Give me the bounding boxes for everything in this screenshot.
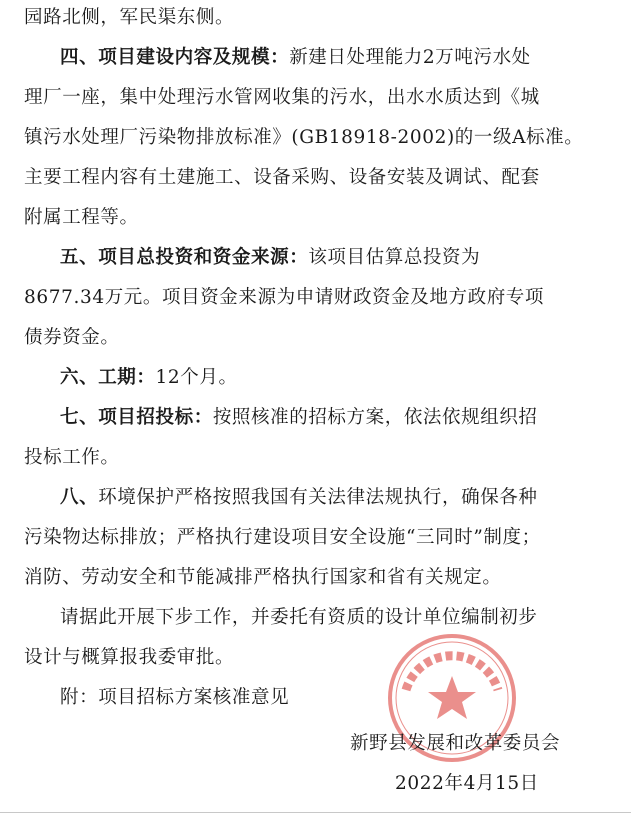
paragraph-bidding-first-line bbox=[60, 406, 614, 430]
text-fragment: 按照核准的招标方案，依法依规组织招 bbox=[212, 407, 538, 428]
text-line: 请据此开展下步工作，并委托有资质的设计单位编制初步 bbox=[60, 607, 538, 628]
text-line: 投标工作。 bbox=[24, 447, 120, 468]
text-line: 主要工程内容有土建施工、设备采购、设备安装及调试、配套 bbox=[24, 167, 540, 188]
heading-environment: 八、 bbox=[60, 487, 99, 508]
text-line: 设计与概算报我委审批。 bbox=[24, 647, 235, 668]
text-line: 消防、劳动安全和节能减排严格执行国家和省有关规定。 bbox=[24, 567, 502, 588]
text-fragment: 12个月。 bbox=[155, 367, 238, 388]
text-line: 8677.34万元。项目资金来源为申请财政资金及地方政府专项 bbox=[24, 287, 545, 308]
text-line: 园路北侧，军民渠东侧。 bbox=[24, 7, 235, 28]
text-line: 附属工程等。 bbox=[24, 207, 139, 228]
heading-scale: 四、项目建设内容及规模： bbox=[60, 47, 290, 68]
paragraph-environment-first-line bbox=[60, 486, 614, 510]
paragraph-investment-first-line bbox=[60, 246, 614, 270]
text-fragment: 环境保护严格按照我国有关法律法规执行，确保各种 bbox=[98, 487, 538, 508]
heading-investment: 五、项目总投资和资金来源： bbox=[60, 247, 309, 268]
signature-organization: 新野县发展和改革委员会 bbox=[350, 733, 561, 754]
heading-bidding: 七、项目招投标： bbox=[60, 407, 213, 428]
text-line: 理厂一座，集中处理污水管网收集的污水，出水水质达到《城 bbox=[24, 87, 540, 108]
text-line: 镇污水处理厂污染物排放标准》(GB18918-2002)的一级A标准。 bbox=[24, 127, 584, 148]
text-line: 污染物达标排放；严格执行建设项目安全设施“三同时”制度； bbox=[24, 527, 541, 548]
paragraph-scale-first-line bbox=[60, 46, 614, 70]
page-bottom-edge bbox=[0, 812, 631, 813]
text-fragment: 新建日处理能力2万吨污水处 bbox=[289, 47, 531, 68]
text-fragment: 该项目估算总投资为 bbox=[308, 247, 481, 268]
heading-period: 六、工期： bbox=[60, 367, 156, 388]
attachment-line: 附：项目招标方案核准意见 bbox=[60, 687, 290, 708]
paragraph-period bbox=[60, 366, 614, 390]
text-line: 债券资金。 bbox=[24, 327, 120, 348]
signature-date: 2022年4月15日 bbox=[395, 773, 539, 794]
